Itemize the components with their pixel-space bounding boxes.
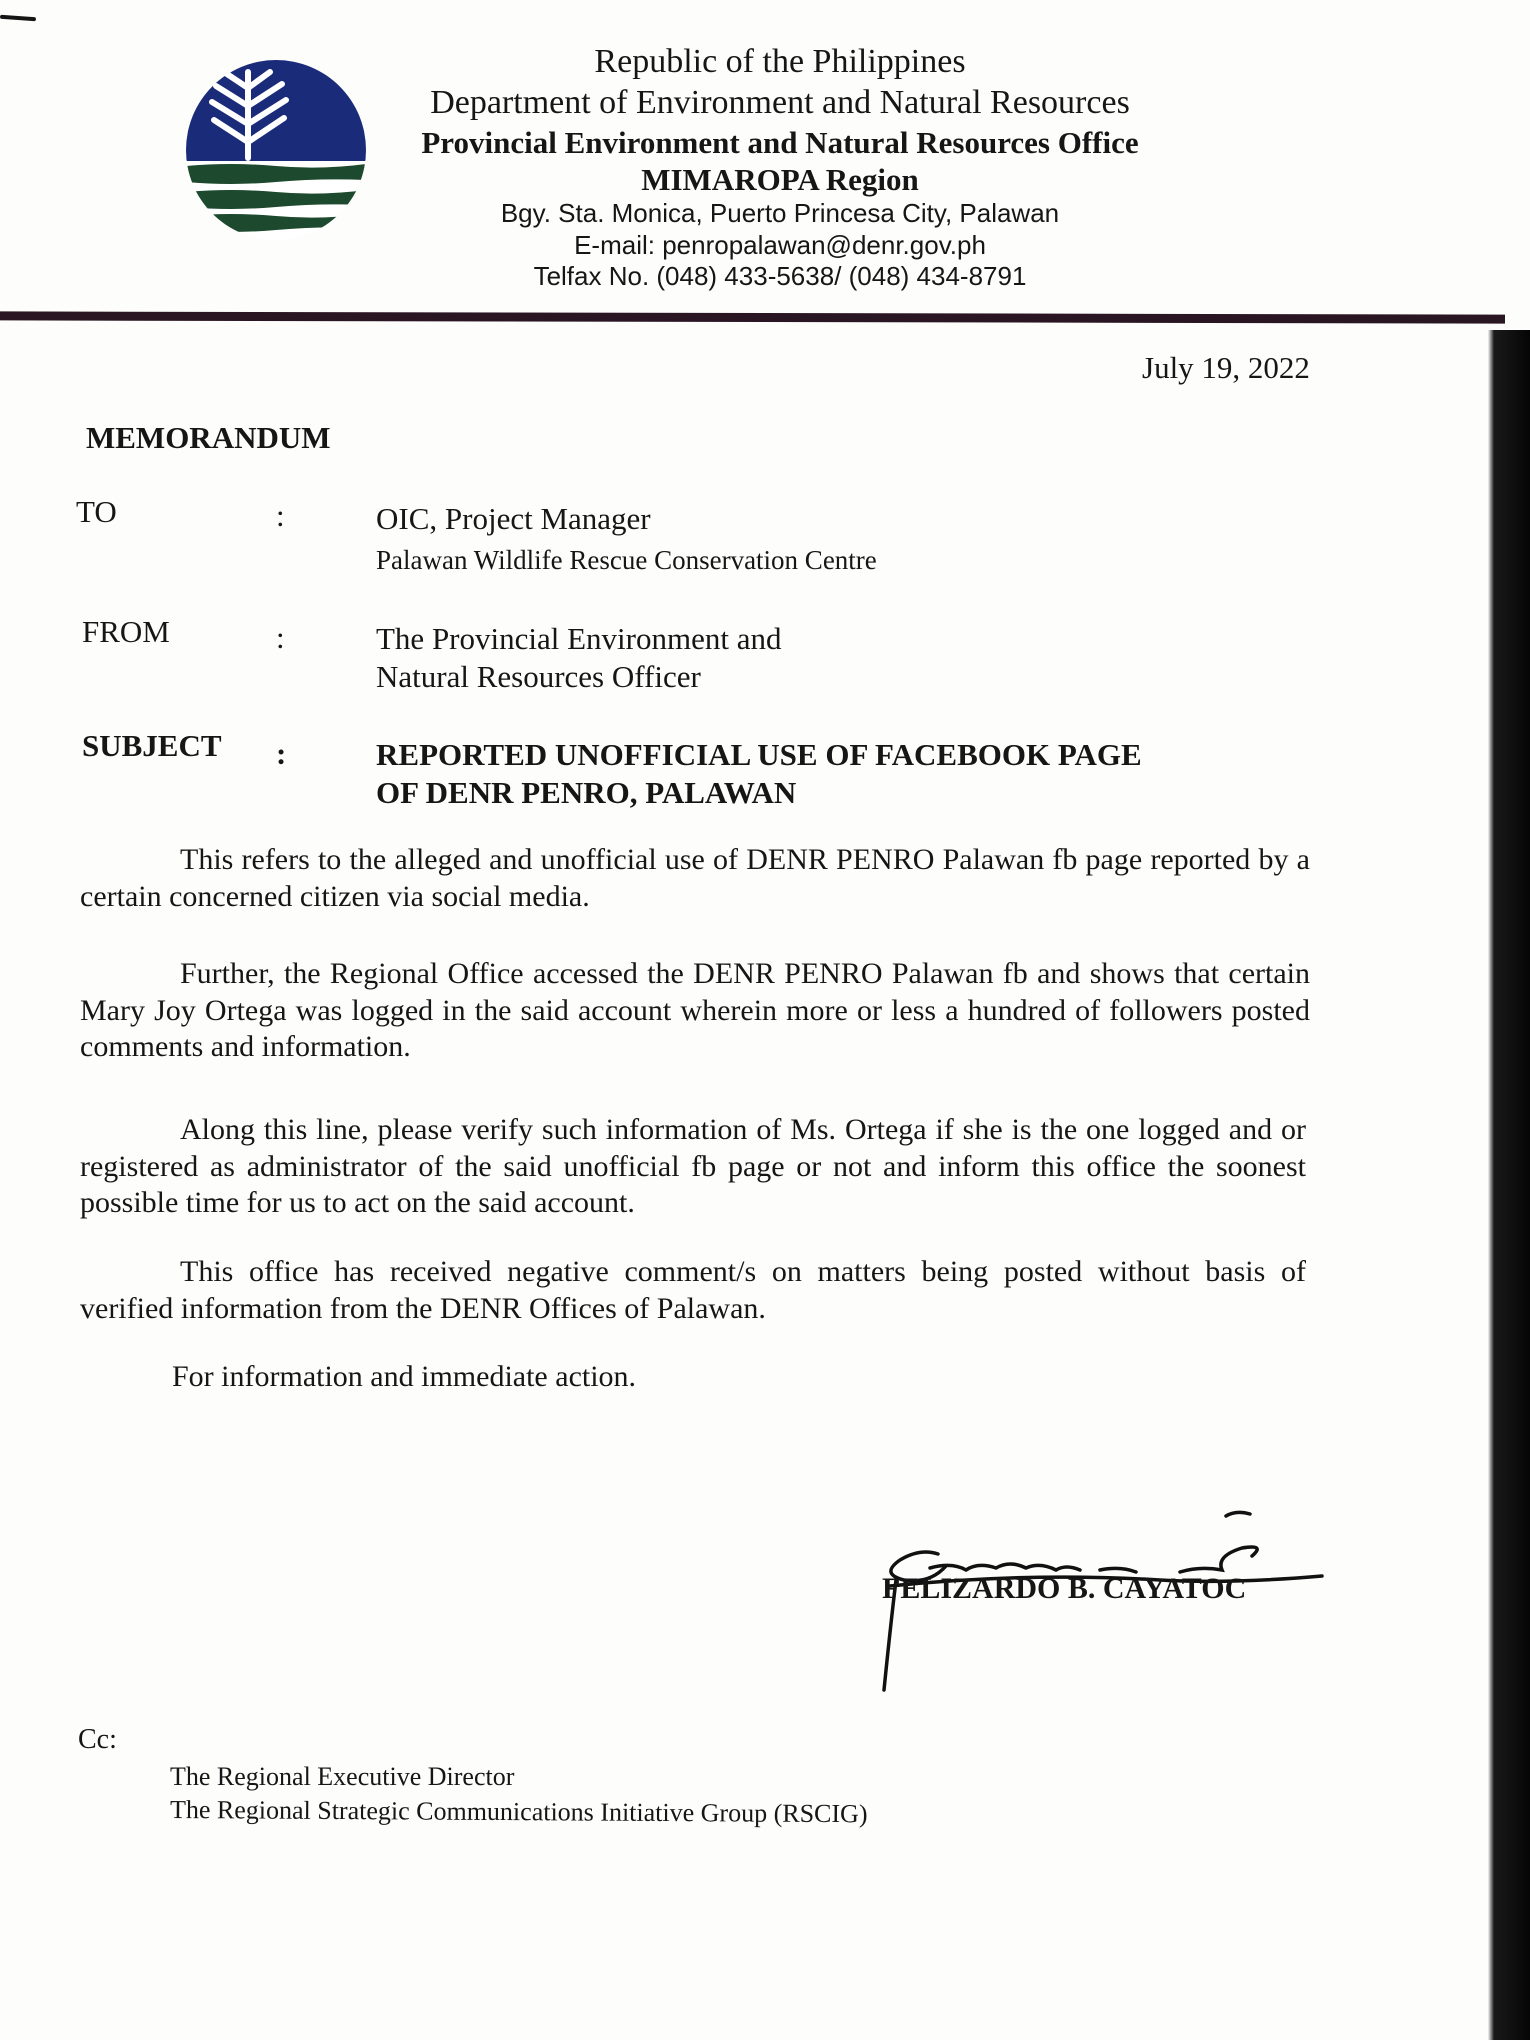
- letterhead-telfax: Telfax No. (048) 433-5638/ (048) 434-8791: [533, 261, 1027, 292]
- letterhead-department: Department of Environment and Natural Resources: [430, 83, 1130, 121]
- from-label: FROM: [82, 614, 170, 649]
- subject-value: [376, 736, 1276, 812]
- subject-label: SUBJECT: [82, 728, 222, 763]
- memo-title: MEMORANDUM: [86, 420, 331, 455]
- subject-line-1: REPORTED UNOFFICIAL USE OF FACEBOOK PAGE: [376, 737, 1142, 772]
- cc-item-rscig: The Regional Strategic Communications Initiative Group (RSCIG): [169, 1795, 868, 1829]
- to-label: TO: [76, 494, 117, 529]
- from-value: [376, 620, 781, 697]
- to-line-1: OIC, Project Manager: [376, 501, 651, 536]
- body-paragraph-4-text: This office has received negative comment/s on matters being posted without basis of verified information from the DENR Offices of Palawan.: [80, 1255, 1306, 1325]
- subject-colon: :: [276, 736, 287, 771]
- cc-item-regional-director: The Regional Executive Director: [170, 1762, 515, 1791]
- from-line-1: The Provincial Environment and: [376, 621, 782, 656]
- body-paragraph-1: [80, 842, 1310, 915]
- letterhead-divider: [0, 311, 1505, 323]
- to-colon: :: [276, 498, 285, 533]
- body-paragraph-4: [80, 1254, 1306, 1327]
- body-paragraph-2: [80, 956, 1310, 1066]
- to-value: [376, 500, 877, 578]
- closing-line: For information and immediate action.: [172, 1360, 637, 1393]
- body-paragraph-3: [80, 1112, 1306, 1222]
- subject-line-2: OF DENR PENRO, PALAWAN: [376, 774, 797, 810]
- from-line-2: Natural Resources Officer: [376, 659, 701, 695]
- cc-list: [170, 1760, 868, 1827]
- scan-mark: [0, 15, 36, 22]
- letterhead-office: Provincial Environment and Natural Resources Office: [421, 124, 1139, 160]
- cc-label: Cc:: [78, 1724, 117, 1755]
- letterhead: [330, 42, 1230, 293]
- body-paragraph-2-text: Further, the Regional Office accessed the DENR PENRO Palawan fb and shows that certain Mary Joy Ortega was logged in the said account wherein more or less a hundred of followers posted comments and information.: [80, 957, 1310, 1064]
- signatory-name: FELIZARDO B. CAYATOC: [882, 1572, 1247, 1605]
- letterhead-address: Bgy. Sta. Monica, Puerto Princesa City, Palawan: [500, 197, 1060, 228]
- body-paragraph-3-text: Along this line, please verify such information of Ms. Ortega if she is the one logged and or registered as administrator of the said unofficial fb page or not and inform this office the soonest possible time for us to act on the said account.: [80, 1113, 1306, 1220]
- memo-date: July 19, 2022: [1142, 350, 1310, 385]
- to-line-2: Palawan Wildlife Rescue Conservation Centre: [376, 545, 877, 576]
- letterhead-republic: Republic of the Philippines: [594, 43, 966, 80]
- letterhead-email: E-mail: penropalawan@denr.gov.ph: [574, 229, 986, 260]
- scan-edge-shadow: [1488, 330, 1530, 2040]
- letterhead-region: MIMAROPA Region: [641, 161, 919, 197]
- from-colon: :: [276, 620, 285, 655]
- body-paragraph-1-text: This refers to the alleged and unofficial use of DENR PENRO Palawan fb page reported by a certain concerned citizen via social media.: [80, 843, 1310, 913]
